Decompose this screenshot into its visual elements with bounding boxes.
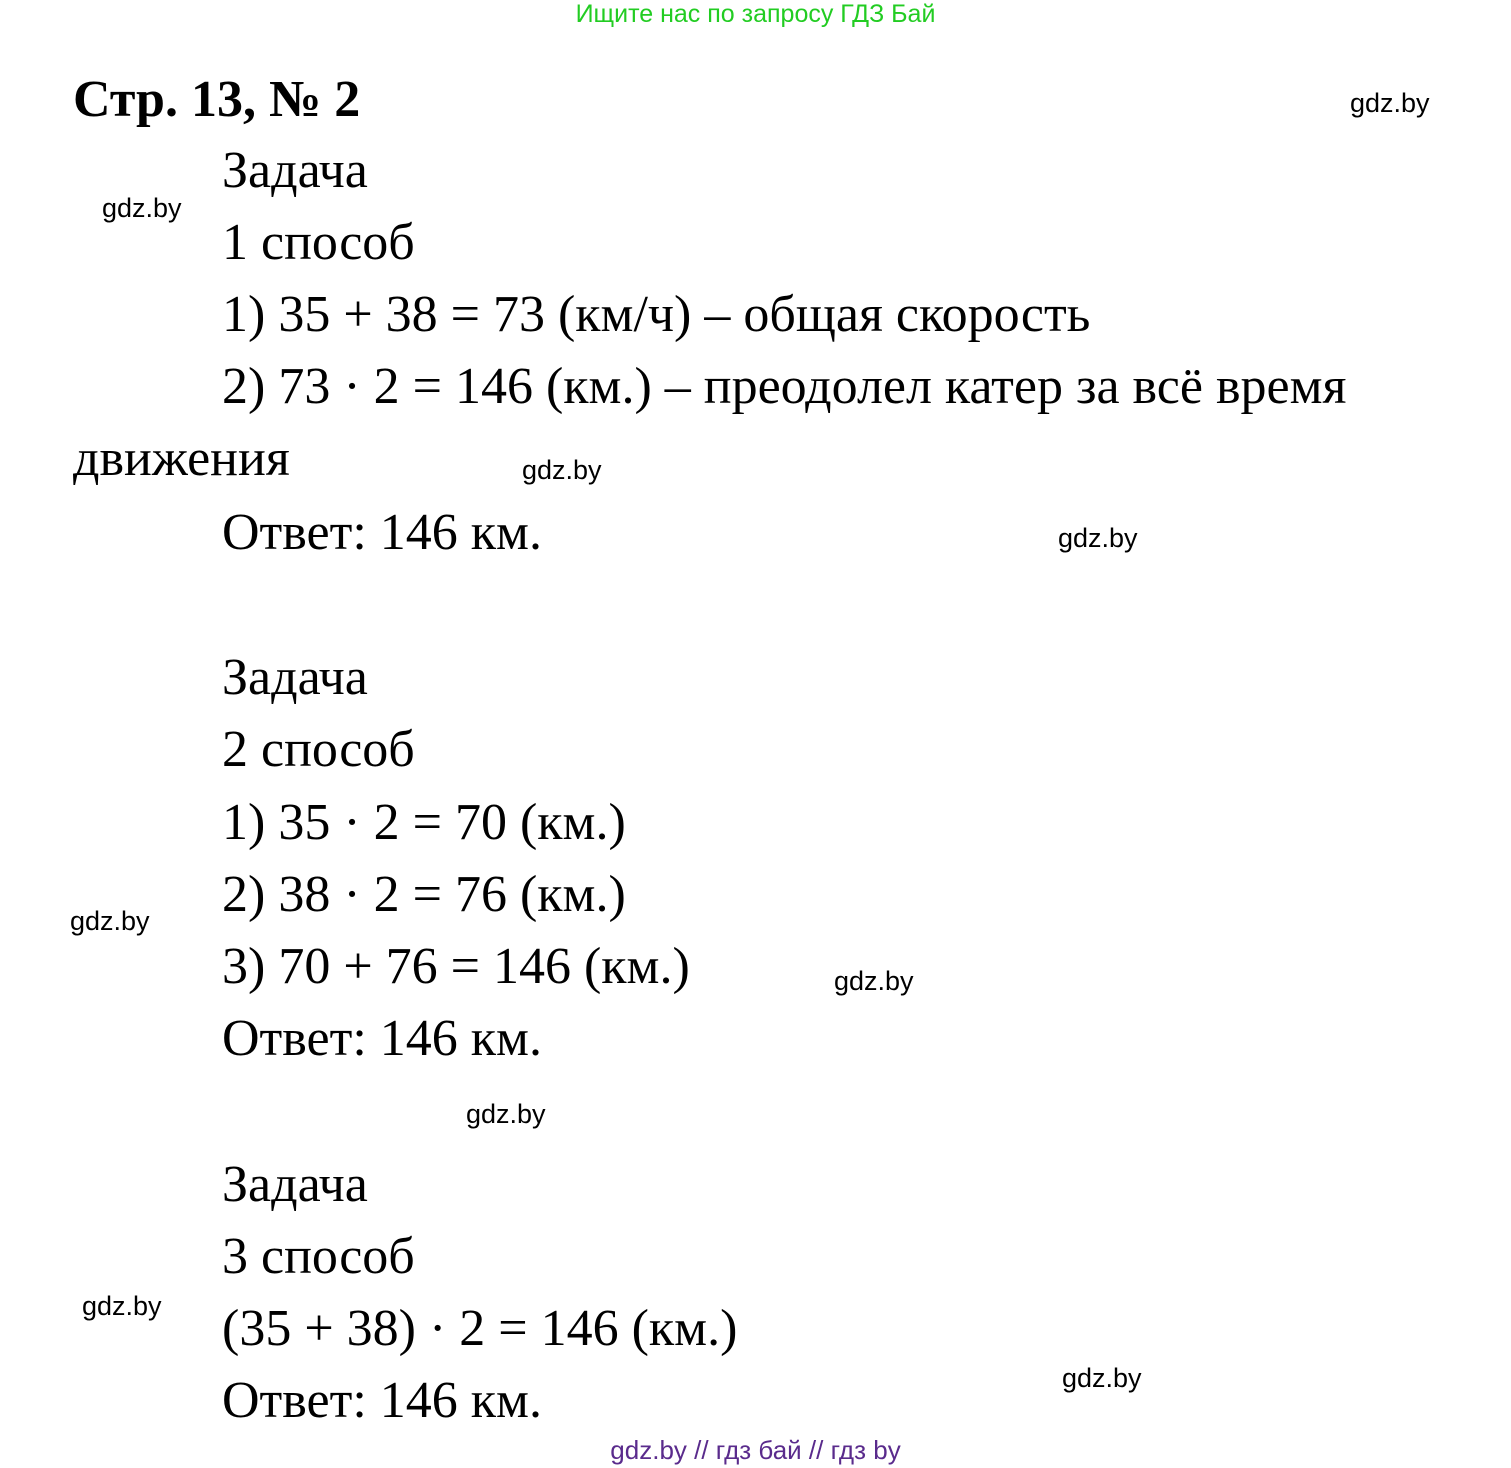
task-label: Задача	[222, 142, 368, 199]
step-continuation: движения	[73, 430, 290, 487]
watermark: gdz.by	[522, 455, 602, 485]
step-line: 2) 38 · 2 = 76 (км.)	[222, 866, 626, 923]
answer-line: Ответ: 146 км.	[222, 1010, 542, 1067]
watermark: gdz.by	[1350, 88, 1430, 118]
footer-links: gdz.by // гдз бай // гдз by	[610, 1435, 901, 1465]
step-line: 1) 35 · 2 = 70 (км.)	[222, 794, 626, 851]
method-label: 2 способ	[222, 721, 415, 778]
step-line: 1) 35 + 38 = 73 (км/ч) – общая скорость	[222, 286, 1091, 343]
task-label: Задача	[222, 1156, 368, 1213]
watermark: gdz.by	[102, 193, 182, 223]
watermark: gdz.by	[82, 1291, 162, 1321]
page-title: Стр. 13, № 2	[73, 71, 361, 128]
watermark: gdz.by	[834, 966, 914, 996]
watermark: gdz.by	[1058, 523, 1138, 553]
watermark: gdz.by	[1062, 1363, 1142, 1393]
step-line: 2) 73 · 2 = 146 (км.) – преодолел катер за всё время	[222, 358, 1347, 415]
method-label: 3 способ	[222, 1228, 415, 1285]
answer-line: Ответ: 146 км.	[222, 504, 542, 561]
answer-line: Ответ: 146 км.	[222, 1372, 542, 1429]
step-line: (35 + 38) · 2 = 146 (км.)	[222, 1300, 738, 1357]
method-label: 1 способ	[222, 214, 415, 271]
watermark: gdz.by	[466, 1099, 546, 1129]
task-label: Задача	[222, 649, 368, 706]
watermark: gdz.by	[70, 906, 150, 936]
top-banner: Ищите нас по запросу ГДЗ Бай	[575, 0, 936, 28]
step-line: 3) 70 + 76 = 146 (км.)	[222, 938, 690, 995]
